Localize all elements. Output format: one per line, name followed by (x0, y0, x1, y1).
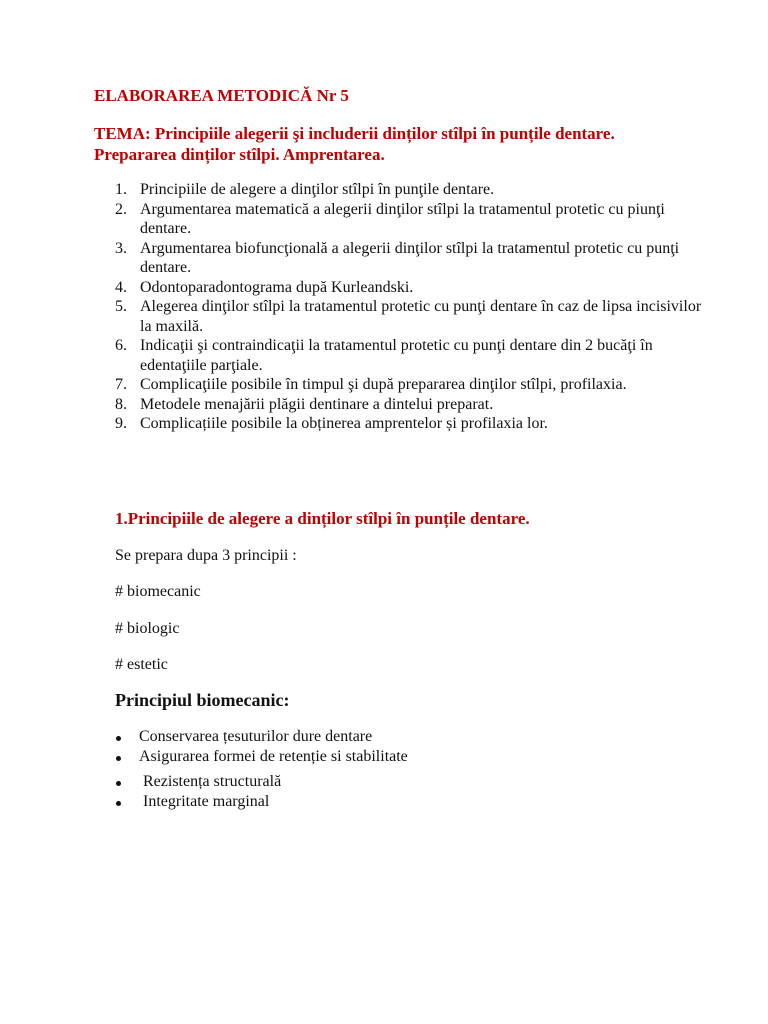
principle-aesthetic: # estetic (115, 656, 168, 673)
list-item (115, 414, 715, 434)
list-text: Odontoparadontograma după Kurleandski. (140, 278, 414, 296)
bullet-item (112, 747, 408, 767)
list-number: 7. (115, 376, 127, 393)
topic-line-2: Prepararea dinților stîlpi. Amprentarea. (94, 145, 385, 164)
bullet-icon (116, 801, 121, 806)
bullet-item (112, 727, 408, 747)
section-heading: 1.Principiile de alegere a dinților stîlpi în punțile dentare. (115, 509, 530, 528)
list-item (115, 395, 715, 415)
document-title: ELABORAREA METODICĂ Nr 5 (94, 86, 349, 105)
bullet-list (112, 727, 408, 767)
list-number: 5. (115, 298, 127, 315)
list-text: Complicaţiile posibile în timpul şi după prepararea dinţilor stîlpi, profilaxia. (140, 376, 627, 393)
bullet-text: Integritate marginal (143, 793, 270, 810)
list-number: 9. (115, 415, 127, 432)
topics-list (115, 180, 715, 434)
list-number: 3. (115, 239, 127, 257)
principle-biologic: # biologic (115, 620, 180, 637)
section-intro: Se prepara dupa 3 principii : (115, 547, 297, 564)
bullet-text: Conservarea țesuturilor dure dentare (139, 728, 373, 745)
list-text: Metodele menajării plăgii dentinare a dintelui preparat. (140, 395, 494, 413)
list-number: 2. (115, 200, 127, 218)
bullet-text: Asigurarea formei de retenție si stabilitate (139, 748, 408, 765)
sub-heading: Principiul biomecanic: (115, 690, 290, 710)
list-number: 6. (115, 337, 127, 354)
bullet-text: Rezistența structurală (143, 773, 282, 790)
list-item (115, 336, 715, 375)
bullet-icon (116, 781, 121, 786)
list-item (115, 239, 715, 278)
list-text: Principiile de alegere a dinţilor stîlpi în punţile dentare. (140, 181, 495, 198)
topic-line-1: TEMA: Principiile alegerii şi includerii dinților stîlpi în punțile dentare. (94, 124, 615, 143)
topic-heading (94, 123, 734, 165)
list-text: Argumentarea matematică a alegerii dinţilor stîlpi la tratamentul protetic cu piunţi dentare. (140, 200, 665, 237)
list-item (115, 180, 715, 200)
bullet-icon (116, 736, 121, 741)
list-item (115, 297, 715, 336)
list-number: 4. (115, 278, 127, 296)
principle-biomechanic: # biomecanic (115, 583, 201, 600)
list-text: Argumentarea biofuncţională a alegerii dinţilor stîlpi la tratamentul protetic cu punţi dentare. (140, 239, 680, 276)
bullet-list (112, 772, 281, 812)
list-text: Indicaţii şi contraindicaţii la tratamentul protetic cu punţi dentare din 2 bucăţi în edentaţiile parţiale. (140, 337, 653, 374)
list-text: Alegerea dinţilor stîlpi la tratamentul protetic cu punţi dentare în caz de lipsa incisivilor la maxilă. (140, 298, 702, 335)
list-item (115, 278, 715, 298)
bullet-item (112, 792, 281, 812)
list-number: 1. (115, 181, 127, 198)
list-text: Complicațiile posibile la obținerea amprentelor și profilaxia lor. (140, 415, 548, 432)
bullet-icon (116, 756, 121, 761)
list-item (115, 375, 715, 395)
list-number: 8. (115, 395, 127, 413)
list-item (115, 200, 715, 239)
bullet-item (112, 772, 281, 792)
